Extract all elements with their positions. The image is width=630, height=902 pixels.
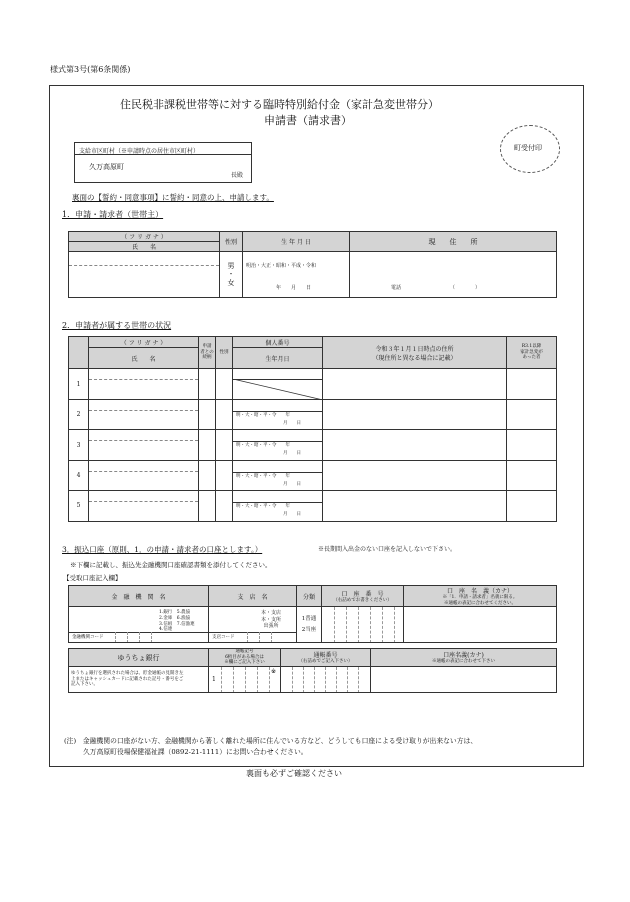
bank-code-label: 金融機関コード — [72, 635, 104, 641]
hh-address-field[interactable] — [323, 400, 507, 430]
acctno-header: 口 座 番 号 （右詰めでお書きください） — [322, 586, 404, 607]
hh-dob-header: 生年月日 — [265, 355, 290, 363]
ymd-label: 年 月 日 — [276, 285, 312, 291]
hh-mynumber-field[interactable]: 明・大・昭・平・令 年 月 日 — [233, 460, 323, 490]
branch-type-options: 本・支店 本・支所 出張所 — [261, 610, 282, 629]
gender-header: 性別 — [224, 239, 237, 246]
hh-address-field[interactable] — [323, 490, 507, 521]
form-number: 様式第3号(第6条関係) — [50, 65, 131, 74]
municipality-label: 支給市区町村（※申請時点の居住市区町村） — [79, 148, 200, 155]
household-row: 1 — [69, 369, 557, 400]
era-options: 明治・大正・昭和・平成・令和 — [246, 263, 317, 269]
yucho-bango-header: 通帳番号 （右詰めでご記入下さい） — [281, 649, 371, 667]
hh-relation-field[interactable] — [199, 490, 216, 521]
hh-mynumber-field[interactable]: 明・大・昭・平・令 年 月 日 — [233, 400, 323, 430]
phone-label: 電話 — [391, 285, 402, 291]
hh-mynumber-field[interactable]: 明・大・昭・平・令 年 月 日 — [233, 490, 323, 521]
applicant-dob-field[interactable] — [243, 252, 350, 298]
mynumber-header: 個人番号 — [265, 339, 290, 347]
footer-note-2: 久万高原町役場保健福祉課（0892-21-1111）にお問い合わせください。 — [83, 748, 308, 756]
hh-relation-field[interactable] — [199, 400, 216, 430]
yucho-holder-field[interactable] — [371, 667, 557, 693]
household-row: 4 明・大・昭・平・令 年 月 日 — [69, 460, 557, 490]
municipality-suffix: 長殿 — [231, 172, 244, 179]
pledge-text: 裏面の【誓約・同意事項】に誓約・同意の上、申請します。 — [72, 193, 274, 202]
hh-gender-field[interactable] — [216, 400, 233, 430]
hh-address-header: 令和３年１月１日時点の住所 （現住所と異なる場合に記載） — [323, 337, 507, 369]
change-header: R3.1以降 家計急変が あった者 — [507, 337, 557, 369]
hh-gender-field[interactable] — [216, 430, 233, 460]
bank-type-options: 1.銀行 5.農協 2.金庫 6.漁協 3.信組 7.信漁連 4.信連 — [159, 610, 195, 633]
hh-change-field[interactable] — [507, 369, 557, 400]
yucho-name-header: 口座名義(カナ) ※通帳の表記に合わせて下さい — [371, 649, 557, 667]
branch-header: 支 店 名 — [237, 593, 268, 601]
stamp-label: 町受付印 — [514, 144, 542, 152]
account-number-field[interactable] — [322, 607, 404, 643]
section1-heading: 1．申請・請求者（世帯主） — [62, 210, 164, 219]
diagonal-line — [233, 379, 323, 400]
bank-account-table — [68, 585, 557, 643]
back-side-note: 裏面も必ずご確認ください — [246, 769, 342, 778]
hh-name-field[interactable] — [89, 369, 199, 400]
branch-code-label: 支店コード — [212, 635, 235, 641]
class-header: 分類 — [302, 593, 315, 601]
dob-header: 生 年 月 日 — [281, 239, 311, 246]
hh-change-field[interactable] — [507, 400, 557, 430]
hh-gender-header: 性別 — [219, 349, 229, 355]
footer-note-1: (注) 金融機関の口座がない方、金融機関から著しく離れた場所に住んでいる方など、どうしても口座による受け取りが出来ない方は、 — [64, 737, 478, 745]
hh-name-field[interactable] — [89, 430, 199, 460]
hh-address-field[interactable] — [323, 460, 507, 490]
hh-change-field[interactable] — [507, 430, 557, 460]
hh-furigana-header: （ フ リ ガ ナ ） — [120, 339, 167, 347]
branch-field[interactable] — [209, 607, 297, 643]
reception-stamp-area — [500, 125, 560, 173]
form-title: 住民税非課税世帯等に対する臨時特別給付金（家計急変世帯分） — [120, 98, 439, 111]
yucho-kigo-header: 通帳記号 6桁目がある場合は ※欄にご記入下さい — [209, 649, 281, 667]
hh-change-field[interactable] — [507, 490, 557, 521]
applicant-table — [68, 231, 557, 298]
household-row: 3 明・大・昭・平・令 年 月 日 — [69, 430, 557, 460]
bank-name-header: 金 融 機 関 名 — [111, 593, 166, 601]
hh-gender-field[interactable] — [216, 369, 233, 400]
furigana-header: （ フ リ ガ ナ ） — [121, 234, 167, 241]
holder-header: 口 座 名 義（カナ） ※「1．申請・請求者」名義に限る。 ※通帳の表記に合わせてください。 — [404, 586, 557, 607]
hh-name-header: 氏 名 — [131, 355, 156, 363]
yucho-kigo-field[interactable]: 1 ※ — [209, 667, 281, 693]
bank-name-field[interactable] — [69, 607, 209, 643]
hh-change-field[interactable] — [507, 460, 557, 490]
address-header: 現 住 所 — [428, 237, 478, 246]
form-subtitle: 申請書（請求書） — [264, 114, 352, 127]
gender-choice[interactable]: 男 ・ 女 — [220, 252, 243, 298]
yucho-header: ゆうちょ銀行 — [117, 653, 160, 662]
municipality-name: 久万高原町 — [89, 163, 124, 171]
applicant-name-field[interactable] — [69, 252, 220, 298]
municipality-box — [74, 142, 252, 183]
hh-name-field[interactable] — [89, 490, 199, 521]
name-header: 氏 名 — [131, 244, 156, 251]
hh-relation-field[interactable] — [199, 369, 216, 400]
phone-paren: （ ） — [450, 285, 481, 291]
hh-gender-field[interactable] — [216, 490, 233, 521]
hh-address-field[interactable] — [323, 369, 507, 400]
section3-heading-note: ※長期間入出金のない口座を記入しないで下さい。 — [318, 546, 457, 553]
yucho-bango-field[interactable] — [281, 667, 371, 693]
account-class-choice[interactable]: 1普通 2当座 — [297, 607, 322, 643]
hh-relation-field[interactable] — [199, 460, 216, 490]
section3-heading: 3．振込口座（原則、1．の申請・請求者の口座とします。） — [62, 545, 263, 554]
household-row: 5 明・大・昭・平・令 年 月 日 — [69, 490, 557, 521]
hh-address-field[interactable] — [323, 430, 507, 460]
household-row: 2 明・大・昭・平・令 年 月 日 — [69, 400, 557, 430]
hh-relation-field[interactable] — [199, 430, 216, 460]
section3-note: ※下欄に記載し、振込先金融機関口座確認書類を添付してください。 — [70, 561, 272, 569]
yucho-table — [68, 648, 557, 693]
hh-mynumber-field[interactable] — [233, 369, 323, 400]
account-holder-field[interactable] — [404, 607, 557, 643]
relation-header: 申請 者との 続柄 — [199, 337, 216, 369]
yucho-note: ゆうちょ銀行を選択された場合は、貯金通帳の見開き左 上またはキャッシュカードに記載された記号・番号をご 記入下さい。 — [69, 667, 209, 693]
hh-name-field[interactable] — [89, 460, 199, 490]
applicant-address-field[interactable] — [350, 252, 557, 298]
household-table — [68, 336, 557, 522]
hh-gender-field[interactable] — [216, 460, 233, 490]
section2-heading: 2．申請者が属する世帯の状況 — [62, 321, 172, 330]
hh-mynumber-field[interactable]: 明・大・昭・平・令 年 月 日 — [233, 430, 323, 460]
hh-name-field[interactable] — [89, 400, 199, 430]
account-heading: 【受取口座記入欄】 — [63, 574, 122, 582]
